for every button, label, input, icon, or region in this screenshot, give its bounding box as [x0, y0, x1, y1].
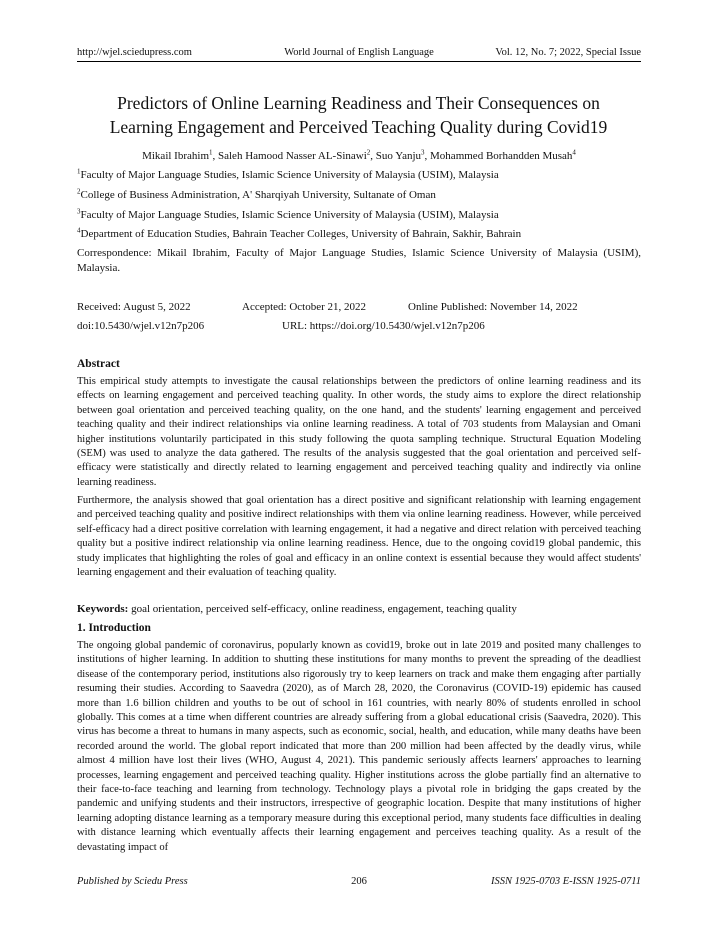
author-list: Mikail Ibrahim$^1$, Saleh Hamood Nasser AL-Sinawi$^2$, Suo Yanju$^3$, Mohammed Borhandden Musah$^4$: [142, 148, 576, 162]
title-line-2: Learning Engagement and Perceived Teaching Quality during Covid19: [109, 117, 608, 137]
abstract-paragraph-1: This empirical study attempts to investigate the causal relationships between the predictors of online learning readiness and its effects on learning engagement and perceived teaching quality. In other words, the study aims to explore the direct relationship between goal orientation and perceived teaching quality, on the one hand, and the students' learning engagement and perceived teaching quality and their indirect relationships via online learning readiness. A total of 703 students from Malaysian and Omani higher institutions voluntarily participated in this study following the quota sampling technique. Structural Equation Modeling (SEM) was used to analyze the data gathered. The results of the analysis suggested that the goal orientation and perceived self-efficacy were statistically and directly related to learning engagement and perceived teaching quality and indirectly via online learning readiness.: [77, 376, 641, 488]
author-name: Suo Yanju: [375, 150, 422, 162]
affiliation-num: 2: [77, 187, 81, 196]
introduction-paragraph: The ongoing global pandemic of coronavirus, popularly known as covid19, broke out in late 2019 and posited many challenges to institutions of higher learning. In addition to shutting these institutions for many months to prevent the spreading of the deadliest disease of the contemporary period, institutions also rigorously try to keep learners on track and make them engaging after partially resuming their studies. According to Saavedra (2020), as of March 28, 2020, the Coronavirus (COVID-19) epidemic has caused more than 1.6 billion children and youths to be out of school in 161 countries, with nearly 80% of students enrolled in school globally. This comes at a time when different countries are already suffering from a global educational crisis (Saavedra, 2020). This virus has become a threat to humans in many aspects, such as economic, social, health, and education, while many deaths have been recorded around the world. The global report indicated that more than 200 million had been affected by the deadly virus, while almost 4 million have lost their lives (WHO, August 4, 2021). This pandemic seriously affects learners' approaches to learning processes, learning engagement and perceived teaching quality. Higher institutions across the globe partially find an alternative to their face-to-face teaching and learning from technology. Technology plays a pivotal role in bridging the gaps created by the pandemic and unifying students and their instructors, irrespective of geographic location. Despite that many institutions of higher learning adopting distance learning as a temporary measure during this exceptional period, many students face difficulties in dealing with distance learning which eventually affects their learning engagement and perceives teaching quality. As a result of the devastating impact of: [77, 640, 641, 853]
affiliation-num: 4: [77, 226, 81, 235]
keywords-label: Keywords:: [77, 603, 129, 615]
affiliation-4: [77, 227, 641, 241]
header-rule: [77, 61, 641, 62]
footer-issn: ISSN 1925-0703 E-ISSN 1925-0711: [491, 876, 641, 887]
author-name: Mohammed Borhandden Musah: [430, 150, 573, 162]
running-header: [77, 46, 641, 60]
header-url[interactable]: http://wjel.sciedupress.com: [77, 47, 192, 58]
footer-publisher: Published by Sciedu Press: [77, 876, 188, 887]
doi-text: doi:10.5430/wjel.v12n7p206: [77, 320, 205, 332]
doi-url[interactable]: URL: https://doi.org/10.5430/wjel.v12n7p206: [282, 320, 485, 332]
author-sup: 1: [209, 148, 213, 157]
received-date: Received: August 5, 2022: [77, 301, 191, 313]
keywords-text: goal orientation, perceived self-efficacy, online readiness, engagement, teaching quality: [131, 603, 517, 615]
keywords: [77, 602, 641, 616]
page-number: 206: [351, 876, 367, 887]
abstract-paragraph-2: Furthermore, the analysis showed that goal orientation has a direct positive and significant relationship with learning engagement and perceived teaching quality and positive indirect relationships with them via online learning readiness. However, while perceived self-efficacy had a direct positive correlation with learning engagement, it had a negative and direct relation with perceived teaching quality but a positive indirect relationship via online learning readiness. Hence, due to the ongoing covid19 global pandemic, this study implicates that highlighting the roles of goal and efficacy in an online context is essential because they would affect students' learning engagement and their evaluation of teaching quality.: [77, 495, 641, 579]
author-sup: 3: [421, 148, 425, 157]
accepted-date: Accepted: October 21, 2022: [242, 301, 367, 313]
author-name: Saleh Hamood Nasser AL-Sinawi: [218, 150, 367, 162]
title-line-1: Predictors of Online Learning Readiness and Their Consequences on: [117, 93, 600, 113]
affiliation-2: [77, 188, 641, 202]
author-name: Mikail Ibrahim: [142, 150, 209, 162]
header-volume: Vol. 12, No. 7; 2022, Special Issue: [495, 47, 641, 58]
published-date: Online Published: November 14, 2022: [408, 301, 578, 313]
affiliation-text: Faculty of Major Language Studies, Islamic Science University of Malaysia (USIM), Malaysia: [80, 209, 499, 221]
affiliation-1: [77, 168, 641, 182]
correspondence: Correspondence: Mikail Ibrahim, Faculty of Major Language Studies, Islamic Science University of Malaysia (USIM), Malaysia.: [77, 247, 641, 274]
affiliation-text: College of Business Administration, A' Sharqiyah University, Sultanate of Oman: [80, 189, 436, 201]
affiliation-num: 1: [77, 167, 81, 176]
author-sup: 2: [366, 148, 371, 157]
article-title: [60, 91, 657, 139]
affiliation-text: Department of Education Studies, Bahrain Teacher Colleges, University of Bahrain, Sakhir, Bahrain: [80, 228, 522, 240]
abstract-heading: Abstract: [77, 358, 120, 370]
introduction-heading: 1. Introduction: [77, 622, 151, 634]
affiliation-num: 3: [77, 207, 81, 216]
affiliation-text: Faculty of Major Language Studies, Islamic Science University of Malaysia (USIM), Malaysia: [80, 169, 499, 181]
page-footer: [77, 875, 641, 889]
affiliation-3: [77, 208, 641, 222]
author-sup: 4: [572, 148, 576, 157]
header-journal: World Journal of English Language: [284, 47, 434, 58]
